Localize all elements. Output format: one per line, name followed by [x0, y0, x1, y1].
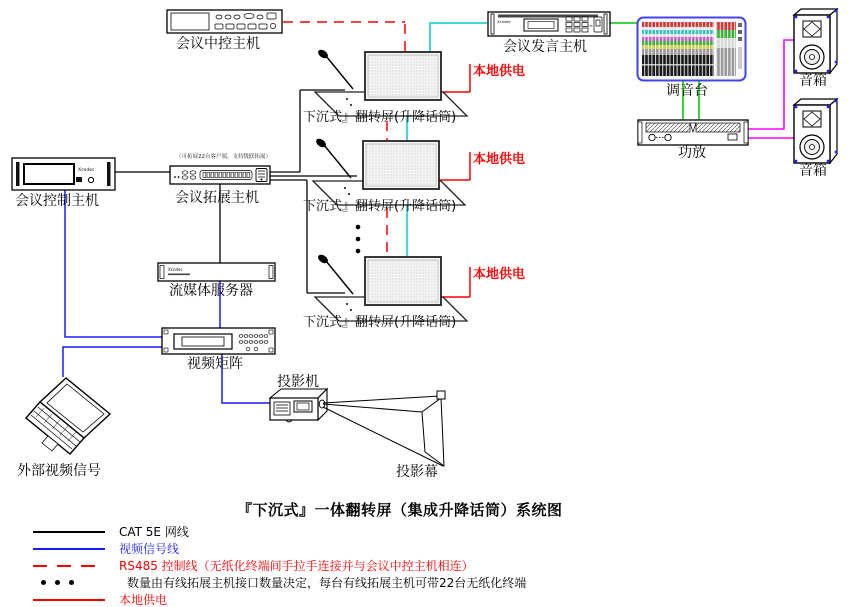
legend-label-cat5e: CAT 5E 网线: [119, 525, 189, 539]
local-power-label-1: 本地供电: [473, 64, 526, 79]
legend-row-video: [33, 540, 526, 557]
legend-label-video: 视频信号线: [119, 542, 180, 556]
central-control-host-label: 会议中控主机: [176, 36, 260, 52]
mixer-device: [638, 18, 746, 81]
video-matrix-device: [162, 328, 275, 354]
legend-line-rs485: [33, 565, 105, 567]
control-host-brand: Xcndec: [78, 168, 95, 173]
projector-label: 投影机: [277, 374, 319, 390]
legend: [33, 523, 526, 607]
amplifier-label: 功放: [678, 145, 706, 161]
expansion-host-label: 会议拓展主机: [175, 190, 259, 206]
control-host-device: [12, 158, 115, 190]
legend-label-rs485: RS485 控制线（无纸化终端间手拉手连接并与会议中控主机相连）: [119, 559, 474, 573]
speaker-top-device: [794, 9, 837, 73]
local-power-label-3: 本地供电: [473, 267, 526, 282]
speech-host-brand: Xcndec: [497, 19, 511, 24]
mixer-label: 调音台: [666, 83, 708, 99]
flip-screen-2-label: 下沉式』翻转屏(升降话筒): [303, 199, 457, 214]
expansion-host-note: （可拓展22台客户端，支持级联拓展）: [176, 154, 271, 160]
projector-device: [270, 389, 327, 422]
legend-line-power: [33, 599, 105, 601]
legend-dots-quantity: [33, 580, 113, 586]
video-matrix-label: 视频矩阵: [187, 356, 243, 372]
speech-host-device: [488, 12, 610, 36]
speech-host-label: 会议发言主机: [503, 39, 587, 55]
central-control-host-device: [167, 10, 282, 33]
speaker-top-label: 音箱: [799, 73, 827, 89]
media-server-device: [158, 263, 275, 281]
local-power-label-2: 本地供电: [473, 152, 526, 167]
external-video-label: 外部视频信号: [17, 463, 101, 479]
legend-label-quantity: 数量由有线拓展主机接口数量决定，每台有线拓展主机可带22台无纸化终端: [127, 576, 527, 590]
legend-row-quantity: [33, 574, 526, 591]
legend-row-rs485: [33, 557, 526, 574]
flip-screen-1-label: 下沉式』翻转屏(升降话筒): [303, 110, 457, 125]
media-server-label: 流媒体服务器: [169, 283, 253, 299]
flip-screen-3-label: 下沉式』翻转屏(升降话筒): [303, 315, 457, 330]
legend-line-cat5e: [33, 531, 105, 533]
legend-row-power: [33, 591, 526, 607]
projection-screen-label: 投影幕: [396, 464, 438, 480]
amplifier-device: [638, 120, 748, 145]
media-server-brand: Xcndec: [168, 267, 183, 272]
projection-screen-shape: [323, 391, 445, 466]
legend-row-cat5e: [33, 523, 526, 540]
legend-line-video: [33, 548, 105, 550]
speaker-bottom-device: [794, 99, 837, 163]
expansion-host-device: [170, 166, 270, 184]
legend-label-power: 本地供电: [119, 593, 168, 607]
laptop-device: [26, 378, 110, 454]
speaker-bottom-label: 音箱: [799, 163, 827, 179]
svg-text::≡: :≡: [588, 23, 593, 28]
diagram-title: 『下沉式』一体翻转屏（集成升降话筒）系统图: [237, 501, 563, 519]
control-host-label: 会议控制主机: [15, 193, 99, 209]
